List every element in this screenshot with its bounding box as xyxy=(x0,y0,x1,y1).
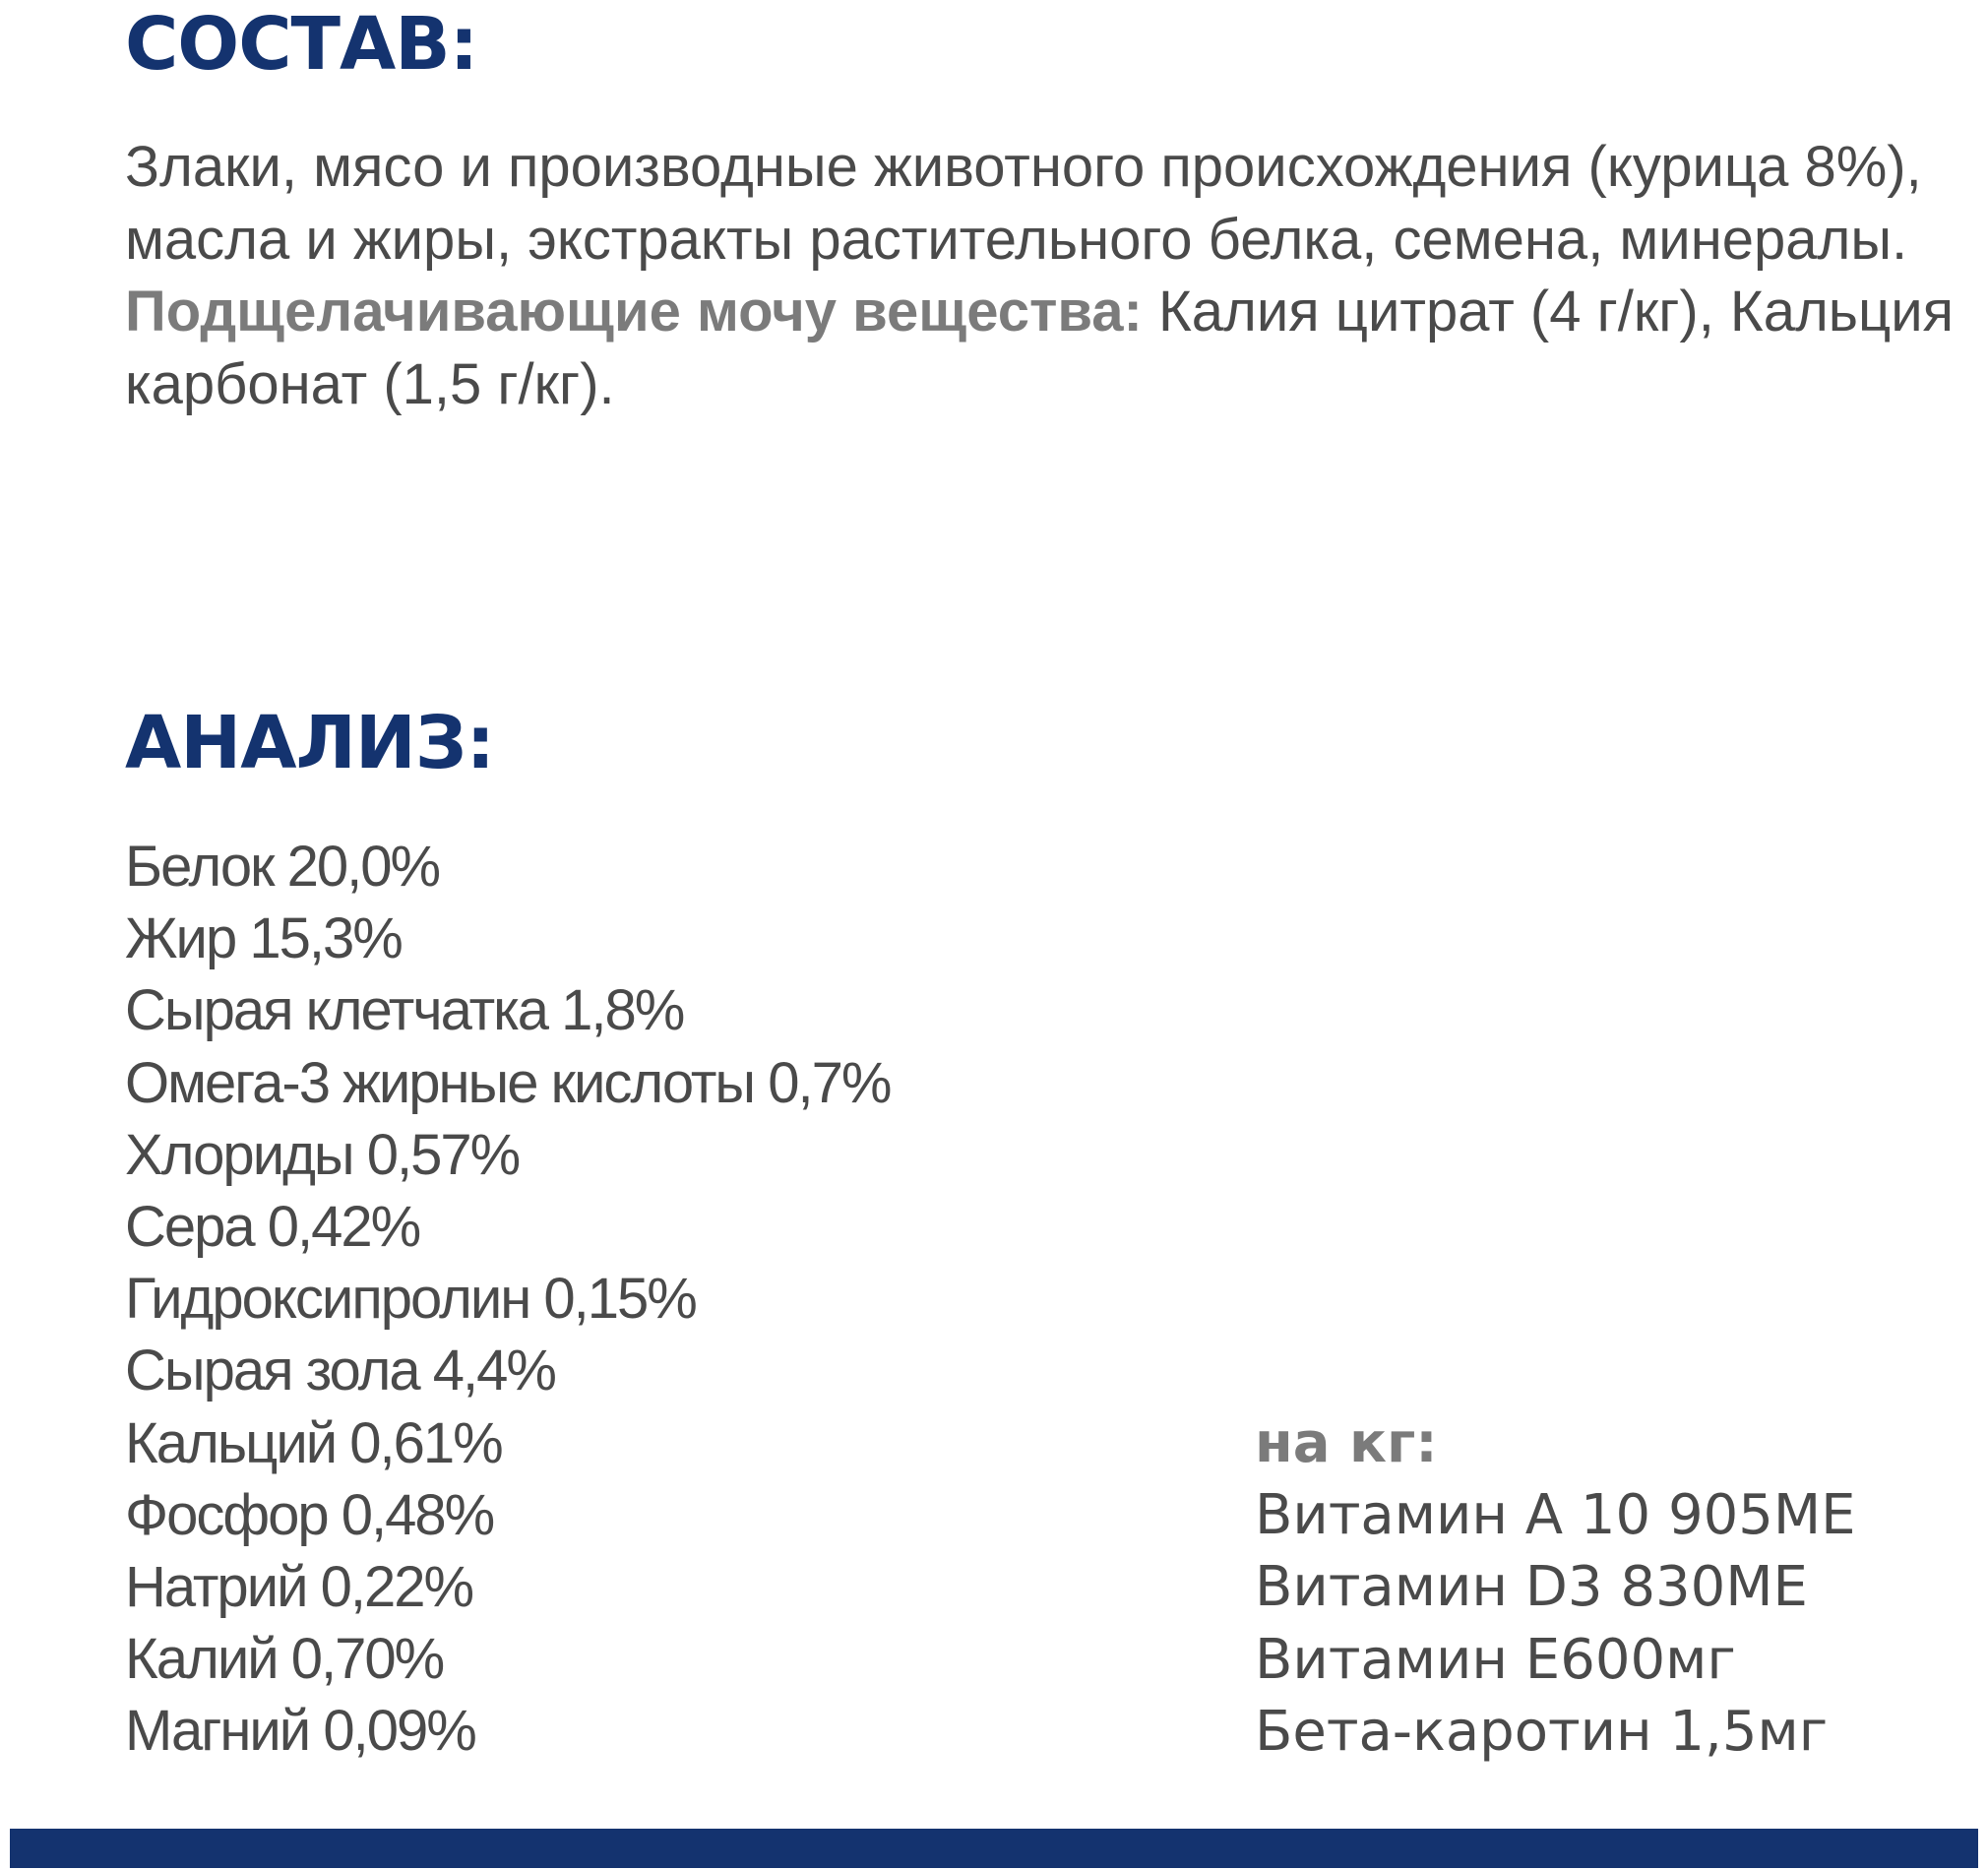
analysis-item-calcium: Кальций 0,61% xyxy=(125,1410,502,1475)
analysis-item-omega-3: Омега-3 жирные кислоты 0,7% xyxy=(125,1050,891,1115)
per-kg-item-vitamin-a: Витамин А 10 905МЕ xyxy=(1255,1483,1856,1548)
analysis-heading: АНАЛИЗ: xyxy=(125,701,495,785)
per-kg-section xyxy=(1255,1407,1856,1768)
bottom-brand-bar xyxy=(10,1829,1978,1868)
analysis-item-fat: Жир 15,3% xyxy=(125,906,402,971)
per-kg-item-beta-carotene: Бета-каротин 1,5мг xyxy=(1255,1699,1829,1764)
analysis-item-sulfur: Сера 0,42% xyxy=(125,1195,420,1260)
analysis-list xyxy=(125,831,890,1768)
per-kg-list xyxy=(1255,1479,1856,1768)
analysis-item-phosphorus: Фосфор 0,48% xyxy=(125,1482,494,1547)
analysis-item-sodium: Натрий 0,22% xyxy=(125,1555,473,1620)
analysis-item-crude-fiber: Сырая клетчатка 1,8% xyxy=(125,978,684,1043)
analysis-item-hydroxyproline: Гидроксипролин 0,15% xyxy=(125,1267,696,1332)
analysis-item-potassium: Калий 0,70% xyxy=(125,1627,444,1692)
composition-text xyxy=(125,131,1956,420)
per-kg-heading: на кг: xyxy=(1255,1411,1438,1475)
per-kg-item-vitamin-d3: Витамин D3 830МЕ xyxy=(1255,1555,1808,1620)
analysis-item-magnesium: Магний 0,09% xyxy=(125,1699,475,1764)
analysis-item-protein: Белок 20,0% xyxy=(125,835,440,899)
urine-alkalizer-text: Калия цитрат (4 г/кг), Кальция карбонат (1,5 г/кг). xyxy=(125,280,1955,416)
analysis-item-chlorides: Хлориды 0,57% xyxy=(125,1122,520,1187)
per-kg-item-vitamin-e: Витамин Е600мг xyxy=(1255,1627,1736,1692)
urine-alkalizer-label: Подщелачивающие мочу вещества: xyxy=(125,280,1143,343)
composition-heading: СОСТАВ: xyxy=(125,2,478,87)
ingredients-text: Злаки, мясо и производные животного происхождения (курица 8%), масла и жиры, экстракты растительного белка, семена, минералы. xyxy=(125,135,1922,272)
analysis-item-crude-ash: Сырая зола 4,4% xyxy=(125,1339,555,1403)
